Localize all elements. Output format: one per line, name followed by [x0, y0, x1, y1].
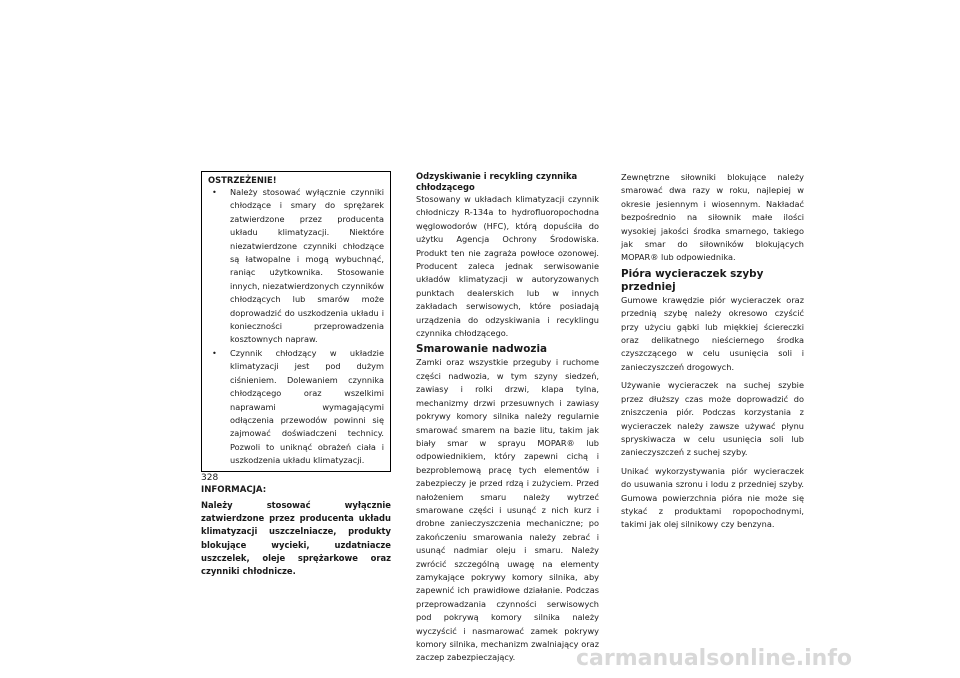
- wipers-text-2: Używanie wycieraczek na suchej szybie przez dłuższy czas może doprowadzić do zniszczenia piór. Podczas korzystania z wycieraczek należy zawsze używać płynu spryskiwacza w celu usunięcia soli lub zanieczyszczeń z suchej szyby.: [621, 380, 804, 458]
- page-number: 328: [201, 473, 219, 483]
- wipers-text-1: Gumowe krawędzie piór wycieraczek oraz przednią szybę należy okresowo czyścić przy użyciu gąbki lub miękkiej ściereczki oraz delikatnego nieściernego środka czyszczącego w celu usunięcia soli i zanieczyszczeń drogowych.: [621, 294, 804, 372]
- info-text: Należy stosować wyłącznie zatwierdzone przez producenta układu klimatyzacji uszczelniacze, produkty blokujące wycieki, uzdatniacze uszczelek, oleje sprężarkowe oraz czynniki chłodnicze.: [201, 499, 391, 576]
- warning-item: • Należy stosować wyłącznie czynniki chłodzące i smary do sprężarek zatwierdzone przez producenta układu klimatyzacji. Niektóre niezatwierdzone czynniki chłodzące są łatwopalne i mogą wybuchnąć, raniąc użytkownika. Stosowanie innych, niezatwierdzonych czynników chłodzących lub smarów może doprowadzić do uszkodzenia układu i konieczności przeprowadzenia kosztownych napraw.: [208, 186, 384, 347]
- warning-title: OSTRZEŻENIE!: [208, 175, 277, 185]
- warning-item: • Czynnik chłodzący w układzie klimatyzacji jest pod dużym ciśnieniem. Dolewaniem czynnika chłodzącego oraz wszelkimi naprawami wymagającymi odłączenia przewodów powinni się zajmować doświadczeni technicy. Pozwoli to uniknąć obrażeń ciała i uszkodzenia układu klimatyzacji.: [208, 347, 384, 468]
- left-column: [201, 171, 391, 578]
- lubrication-title: Smarowanie nadwozia: [416, 343, 548, 356]
- middle-column: [416, 171, 599, 665]
- watermark: carmanualsonline.info: [576, 646, 852, 671]
- wipers-title: Pióra wycieraczek szyby przedniej: [621, 267, 764, 293]
- info-title: INFORMACJA:: [201, 484, 267, 495]
- warning-list: [208, 186, 384, 468]
- lubrication-text-2: Zewnętrzne siłowniki blokujące należy smarować dwa razy w roku, najlepiej w okresie jesiennym i wiosennym. Nakładać bezpośrednio na siłownik małe ilości wysokiej jakości środka smarnego, takiego jak smar do siłowników blokujących MOPAR® lub odpowiednika.: [621, 172, 804, 263]
- warning-box: [201, 171, 391, 472]
- lubrication-text: Zamki oraz wszystkie przeguby i ruchome części nadwozia, w tym szyny siedzeń, zawiasy i rolki drzwi, klapa tylna, mechanizmy drzwi przesuwnych i zawiasy pokrywy komory silnika należy regularnie smarować smarem na bazie litu, takim jak biały smar w sprayu MOPAR® lub odpowiednikiem, który zapewni cichą i bezproblemową pracę tych elementów i zabezpieczy je przed rdzą i zużyciem. Przed nałożeniem smaru należy wytrzeć smarowane części i usunąć z nich kurz i drobne zanieczyszczenia mechaniczne; po zakończeniu smarowania należy zebrać i usunąć nadmiar oleju i smaru. Należy zwrócić szczególną uwagę na elementy zamykające pokrywy komory silnika, aby zapewnić ich prawidłowe działanie. Podczas przeprowadzania czynności serwisowych pod pokrywą komory silnika należy wyczyścić i nasmarować zamek pokrywy komory silnika, mechanizm zwalniający oraz zaczep zabezpieczający.: [416, 357, 599, 663]
- wipers-text-3: Unikać wykorzystywania piór wycieraczek do usuwania szronu i lodu z przedniej szyby. Gumowa powierzchnia pióra nie może się stykać z produktami ropopochodnymi, takimi jak olej silnikowy czy benzyna.: [621, 465, 804, 530]
- recovery-title: Odzyskiwanie i recykling czynnika chłodzącego: [416, 171, 578, 192]
- right-column: [621, 171, 804, 532]
- recovery-text: Stosowany w układach klimatyzacji czynnik chłodniczy R-134a to hydrofluoropochodna węglowodorów (HFC), którą dopuściła do użytku Agencja Ochrony Środowiska. Produkt ten nie zagraża powłoce ozonowej. Producent zaleca jednak serwisowanie układów klimatyzacji w autoryzowanych punktach dealerskich lub w innych zakładach serwisowych, które posiadają urządzenia do odzyskiwania i recyklingu czynnika chłodzącego.: [416, 194, 599, 339]
